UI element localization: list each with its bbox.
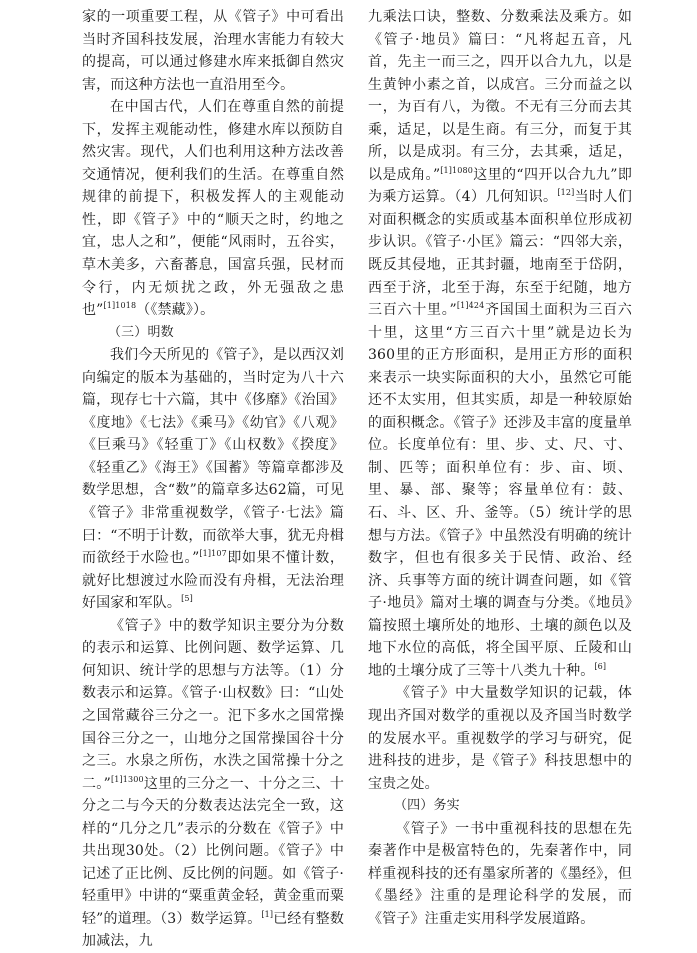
citation: [1]1080 [440, 165, 474, 175]
paragraph-text: 九乘法口诀，整数、分数乘法及乘方。如《管子·地员》篇曰：“凡将起五音，凡首，先主一而三之，四开以合九九，以是生黄钟小素之首，以成宫。三分而益之以一，为百有八，为徵。不无有三分而去其乘，适足，以是生商。有三分，而复于其所，以是成羽。有三分，去其乘，适足，以是成角。” [368, 9, 632, 183]
paragraph-text: （《禁藏》）。 [136, 302, 215, 319]
paragraph-text: 我们今天所见的《管子》，是以西汉刘向编定的版本为基础的，当时定为八十六篇，现存七十六篇，其中《侈靡》《治国》《度地》《七法》《乘马》《幼官》《八观》《巨乘马》《轻重丁》《山权数》《揆度》《轻重乙》《海王》《国蓄》等篇章都涉及数学思想，含“数”的篇章多达62篇，可见《管子》非常重视数学，《管子·七法》篇曰：“不明于计数，而欲举大事，犹无舟楫而欲经于水险也。” [82, 347, 345, 567]
right-column [368, 6, 632, 930]
paragraph [368, 6, 632, 682]
paragraph-text: 这里的“四开以合九九”即为乘方运算。（4）几何知识。 [368, 166, 632, 206]
paragraph: 《管子》中大量数学知识的记载，体现出齐国对数学的重视以及齐国当时数学的发展水平。重视数学的学习与研究，促进科技的进步，是《管子》科技思想中的宝贵之处。 [368, 685, 632, 792]
citation: [1]1018 [103, 301, 137, 311]
paragraph [82, 96, 344, 321]
section-heading: （三）明数 [108, 324, 174, 340]
citation: [6] [594, 661, 607, 671]
section-heading: （四）务实 [394, 798, 460, 814]
citation: [12] [557, 188, 575, 198]
paragraph-text: 在中国古代，人们在尊重自然的前提下，发挥主观能动性，修建水库以预防自然灾害。现代，人们也利用这种方法改善交通情况，便利我们的生活。在尊重自然规律的前提下，积极发挥人的主观能动性，即《管子》中的“顺天之时，约地之宜，忠人之和”，便能“风雨时，五谷实，草木美多，六畜蕃息，国富兵强，民材而令行，内无烦扰之政，外无强敌之患也” [82, 99, 344, 319]
paragraph-text: 《管子》中的数学知识主要分为分数的表示和运算、比例问题、数学运算、几何知识、统计学的思想与方法等。（1）分数表示和运算。《管子·山权数》曰：“山处之国常藏谷三分之一。汜下多水之国常操国谷三分之一，山地分之国常操国谷十分之三。水泉之所伤，水泆之国常操十分之二。” [82, 617, 344, 792]
citation: [1]1300 [110, 774, 144, 784]
paragraph [82, 344, 344, 615]
left-column [82, 6, 344, 953]
paragraph: 《管子》一书中重视科技的思想在先秦著作中是极富特色的，先秦著作中，同样重视科技的还有墨家所著的《墨经》，但《墨经》注重的是理论科学的发展，而《管子》注重走实用科学发展道路。 [368, 820, 632, 927]
paragraph-text: 已经有整数加减法，九 [82, 910, 344, 950]
paragraph [82, 615, 344, 953]
paragraph-text: 这里的三分之一、十分之三、十分之二与今天的分数表达法完全一致，这样的“几分之几”表示的分数在《管子》中共出现30处。（2）比例问题。《管子》中记述了正比例、反比例的问题。如《管子·轻重甲》中讲的“粟重黄金轻，黄金重而粟轻”的道理。（3）数学运算。 [82, 775, 345, 927]
paragraph-text: 当时人们对面积概念的实质或基本面积单位形成初步认识。《管子·小匡》篇云：“四邻大亲，既反其侵地，正其封疆，地南至于岱阴，西至于济，北至于海，东至于纪随，地方三百六十里。” [368, 189, 632, 319]
paragraph-text: 齐国国土面积为三百六十里，这里“方三百六十里”就是边长为360里的正方形面积，是用正方形的面积来表示一块实际面积的大小，虽然它可能还不太实用，但其实质，却是一种较原始的面积概念。《管子》还涉及丰富的度量单位。长度单位有：里、步、丈、尺、寸、制、匹等；面积单位有：步、亩、顷、里、暴、部、聚等；容量单位有：鼓、石、斗、区、升、釜等。（5）统计学的思想与方法。《管子》中虽然没有明确的统计数字，但也有很多关于民情、政治、经济、兵事等方面的统计调查问题，如《管子·地员》篇对土壤的调查与分类。《地员》篇按照土壤所处的地形、土壤的颜色以及地下水位的高低，将全国平原、丘陵和山地的土壤分成了三等十八类九十种。 [368, 302, 632, 679]
paragraph: 家的一项重要工程，从《管子》中可看出当时齐国科技发展，治理水害能力有较大的提高，可以通过修建水库来抵御自然灾害，而这种方法也一直沿用至今。 [82, 9, 344, 93]
citation: [1]424 [456, 301, 485, 311]
citation: [1] [261, 909, 274, 919]
citation: [1]107 [199, 549, 227, 559]
paragraph-text: 即如果不懂计数，就好比想渡过水险而没有舟楫，无法治理好国家和军队。 [82, 550, 344, 612]
citation: [5] [181, 594, 193, 604]
